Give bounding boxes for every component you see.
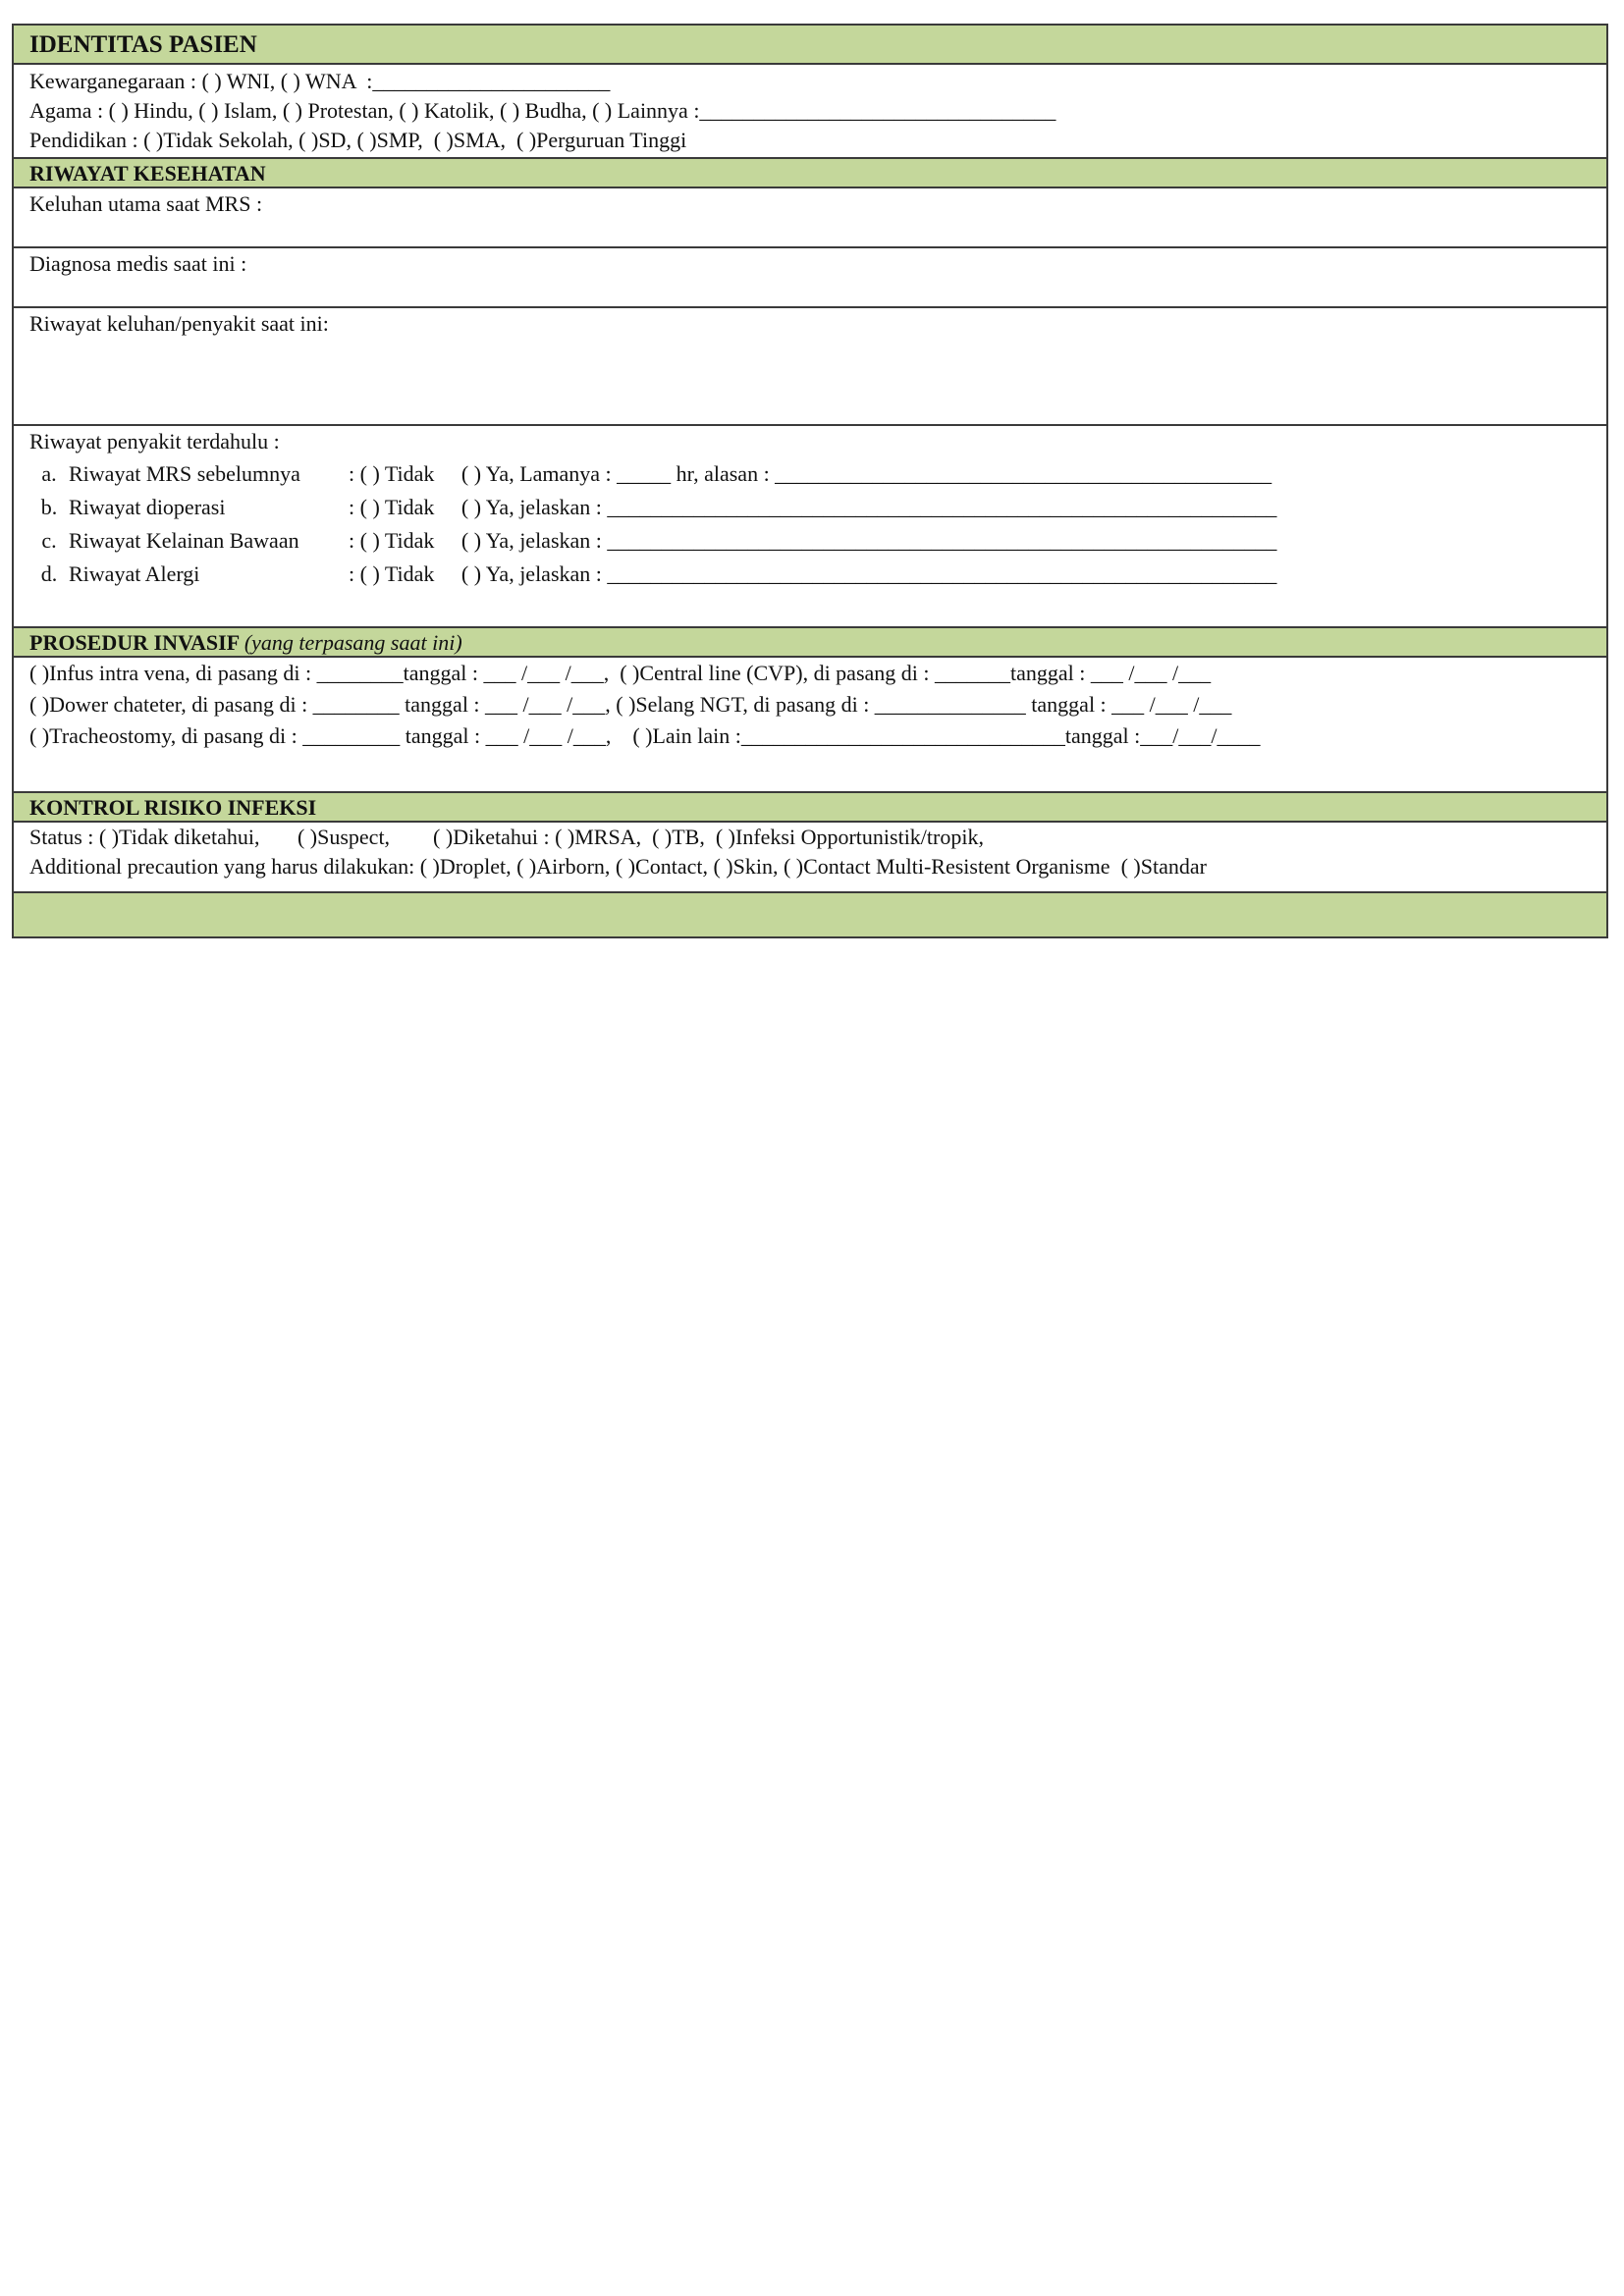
item-options[interactable]: : ( ) Tidak ( ) Ya, Lamanya : _____ hr, alasan : ______________________________________________	[349, 461, 1272, 486]
prosedur-line-3[interactable]: ( )Tracheostomy, di pasang di : _________ tanggal : ___ /___ /___, ( )Lain lain :______________________________tanggal :___/___/____	[29, 723, 1261, 748]
riwayat-terdahulu-label: Riwayat penyakit terdahulu :	[29, 429, 280, 454]
prosedur-line-1[interactable]: ( )Infus intra vena, di pasang di : ________tanggal : ___ /___ /___, ( )Central line (CVP), di pasang di : _______tanggal : ___ /___ /___	[29, 661, 1212, 685]
item-options[interactable]: : ( ) Tidak ( ) Ya, jelaskan : ______________________________________________________________	[349, 561, 1277, 586]
diagnosa-block[interactable]	[14, 248, 1606, 308]
prosedur-note: (yang terpasang saat ini)	[244, 630, 462, 655]
list-marker: b.	[40, 495, 58, 519]
item-name: Riwayat dioperasi	[69, 495, 226, 519]
infeksi-section	[14, 823, 1606, 893]
item-name: Riwayat Alergi	[69, 561, 200, 586]
keluhan-utama-block[interactable]	[14, 188, 1606, 248]
riwayat-terdahulu-list	[29, 457, 1606, 591]
list-marker: a.	[41, 461, 57, 486]
footer-bar	[14, 893, 1606, 936]
prosedur-line-2[interactable]: ( )Dower chateter, di pasang di : ________ tanggal : ___ /___ /___, ( )Selang NGT, di pasang di : ______________ tanggal : ___ /___ /___	[29, 692, 1232, 717]
prosedur-title: PROSEDUR INVASIF	[29, 630, 240, 655]
item-options[interactable]: : ( ) Tidak ( ) Ya, jelaskan : ______________________________________________________________	[349, 495, 1277, 519]
item-name: Riwayat MRS sebelumnya	[69, 461, 300, 486]
riwayat-terdahulu-block	[14, 426, 1606, 628]
kewarganegaraan-field[interactable]: Kewarganegaraan : ( ) WNI, ( ) WNA :______________________	[29, 69, 611, 93]
agama-field[interactable]: Agama : ( ) Hindu, ( ) Islam, ( ) Protestan, ( ) Katolik, ( ) Budha, ( ) Lainnya :_________________________________	[29, 98, 1056, 123]
patient-assessment-form	[12, 24, 1608, 938]
list-item[interactable]	[29, 491, 1606, 524]
infeksi-header: KONTROL RISIKO INFEKSI	[14, 793, 1606, 823]
list-item[interactable]	[29, 558, 1606, 591]
infeksi-precaution[interactable]: Additional precaution yang harus dilakukan: ( )Droplet, ( )Airborn, ( )Contact, ( )Skin, ( )Contact Multi-Resistent Organisme ( )Standar	[29, 854, 1207, 879]
riwayat-keluhan-label: Riwayat keluhan/penyakit saat ini:	[29, 311, 329, 336]
keluhan-utama-label: Keluhan utama saat MRS :	[29, 191, 263, 216]
identitas-header: IDENTITAS PASIEN	[14, 26, 1606, 65]
list-marker: c.	[41, 528, 57, 553]
identitas-section	[14, 65, 1606, 159]
riwayat-keluhan-block[interactable]	[14, 308, 1606, 426]
infeksi-status[interactable]: Status : ( )Tidak diketahui, ( )Suspect, ( )Diketahui : ( )MRSA, ( )TB, ( )Infeksi Opportunistik/tropik,	[29, 825, 984, 849]
item-options[interactable]: : ( ) Tidak ( ) Ya, jelaskan : ______________________________________________________________	[349, 528, 1277, 553]
pendidikan-field[interactable]: Pendidikan : ( )Tidak Sekolah, ( )SD, ( )SMP, ( )SMA, ( )Perguruan Tinggi	[29, 128, 687, 152]
prosedur-header	[14, 628, 1606, 658]
list-item[interactable]	[29, 524, 1606, 558]
item-name: Riwayat Kelainan Bawaan	[69, 528, 299, 553]
list-marker: d.	[40, 561, 58, 586]
prosedur-section	[14, 658, 1606, 793]
riwayat-header: RIWAYAT KESEHATAN	[14, 159, 1606, 188]
list-item[interactable]	[29, 457, 1606, 491]
diagnosa-label: Diagnosa medis saat ini :	[29, 251, 247, 276]
